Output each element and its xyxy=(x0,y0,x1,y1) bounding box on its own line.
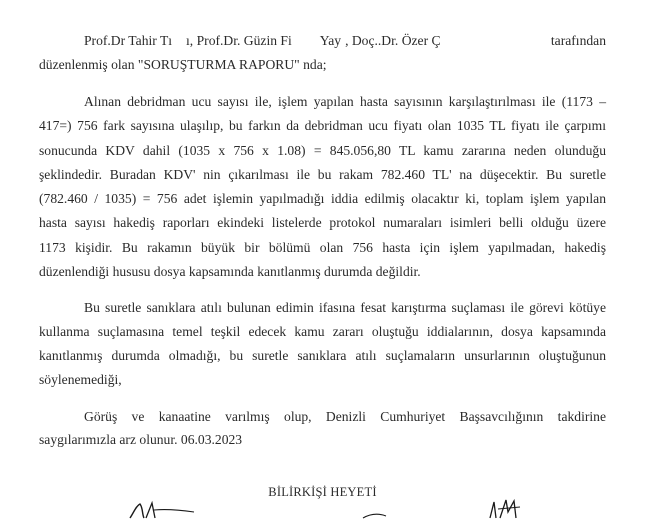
paragraph-3-line-1: Görüş ve kanaatine varılmış olup, Denizli Cumhuriyet Başsavcılığının takdirine xyxy=(84,409,606,424)
author-2-surname: Yay xyxy=(319,33,342,48)
paragraph-2-line-4: söylenemediği, xyxy=(39,372,122,387)
intro-line-2: düzenlenmiş olan "SORUŞTURMA RAPORU" nda; xyxy=(39,57,327,72)
paragraph-1-line-3: sonucunda KDV dahil (1035 x 756 x 1.08) = 845.056,80 TL kamu zararına neden olunduğu xyxy=(39,143,606,158)
signature-right xyxy=(486,498,526,519)
paragraph-1-line-2: 417=) 756 fark sayısına ulaşılıp, bu farkın da debridman ucu fiyatı olan 1035 TL fiyatı ile çarpımı xyxy=(39,118,606,133)
paragraph-3-line-2: saygılarımızla arz olunur. 06.03.2023 xyxy=(39,432,243,447)
paragraph-2-line-2: kullanma suçlamasına temel teşkil edecek kamu zararı oluştuğu iddialarının, dosya kapsamında xyxy=(39,324,606,339)
paragraph-1-line-1: Alınan debridman ucu sayısı ile, işlem yapılan hasta sayısının karşılaştırılması ile (1173 – xyxy=(84,94,606,109)
intro-line-1 xyxy=(84,33,606,49)
paragraph-2-line-1: Bu suretle sanıklara atılı bulunan edimin ifasına fesat karıştırma suçlaması ile görevi kötüye xyxy=(84,300,606,315)
author-1: Prof.Dr Tahir Tı xyxy=(84,33,173,48)
signature-middle xyxy=(360,508,390,519)
paragraph-1-line-7: 1173 kişidir. Bu rakamın büyük bir bölümü olan 756 hasta için işlem yapılmadan, hakediş xyxy=(39,240,606,255)
author-3: , Doç..Dr. Özer Ç xyxy=(345,33,441,48)
paragraph-1-line-4: şeklindedir. Buradan KDV' nin çıkarılması ile bu rakam 782.460 TL' na düşecektir. Bu suretle xyxy=(39,167,606,182)
committee-heading: BİLİRKİŞİ HEYETİ xyxy=(268,485,377,499)
author-2: ı, Prof.Dr. Güzin Fi xyxy=(186,33,292,48)
paragraph-2-line-3: kanıtlanmış durumda olmadığı, bu suretle sanıklara atılı suçlamaların unsurlarının oluştuğunun xyxy=(39,348,606,363)
paragraph-1-line-8: düzenlendiği hususu dosya kapsamında kanıtlanmış durumda değildir. xyxy=(39,264,421,279)
paragraph-1-line-6: hasta sayısı hakediş raporları ekindeki listelerde protokol numaraları isimleri belli olduğu üzere xyxy=(39,215,606,230)
signature-left xyxy=(128,500,198,519)
paragraph-1-line-5: (782.460 / 1035) = 756 adet işlemin yapılmadığı iddia edilmiş olacaktır ki, toplam işlem yapılan xyxy=(39,191,606,206)
intro-tail: tarafından xyxy=(550,33,606,48)
